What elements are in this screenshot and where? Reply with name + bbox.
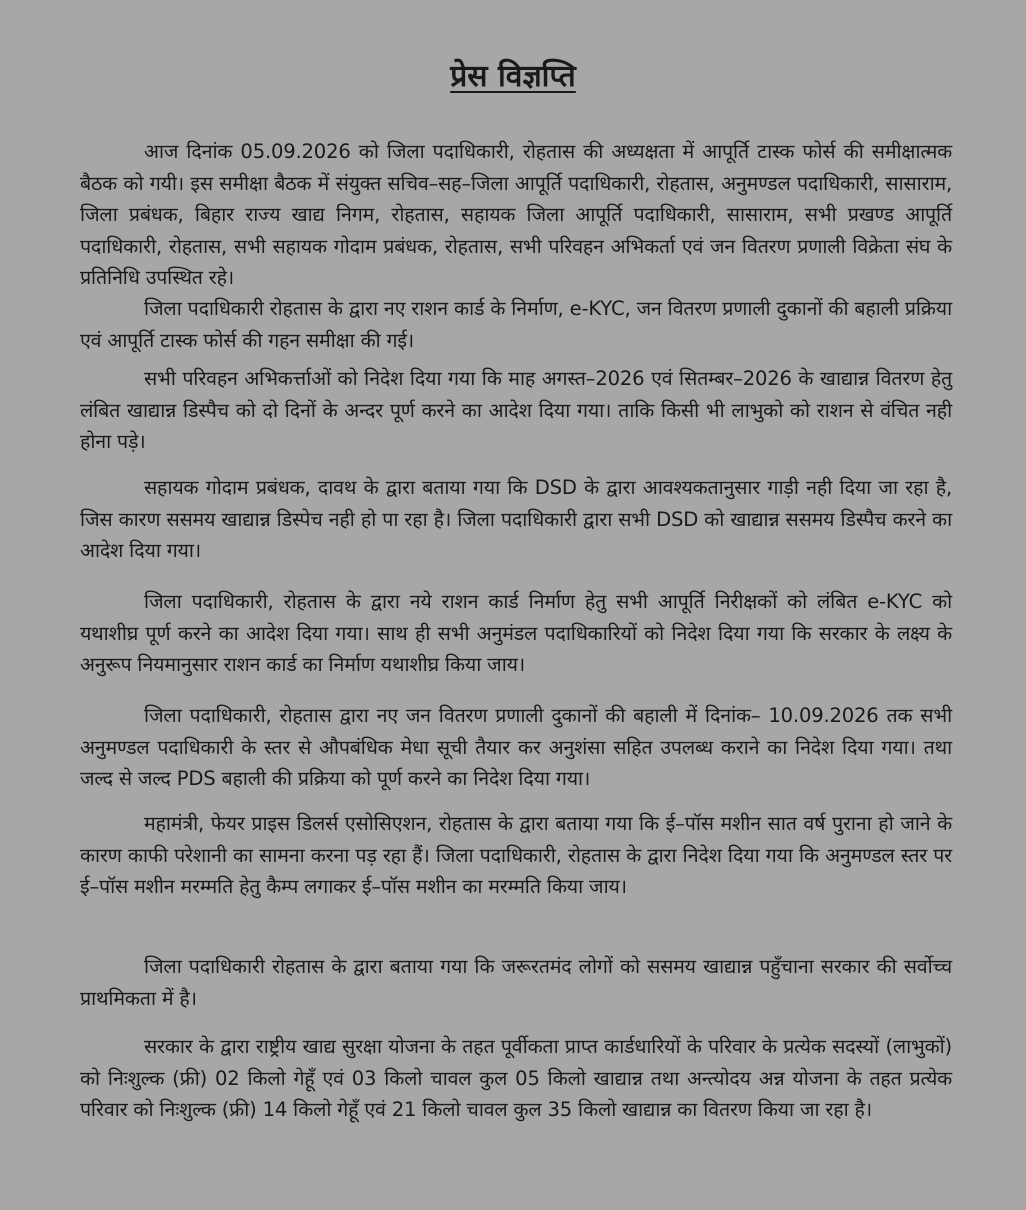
paragraph-dsd-dispatch: सहायक गोदाम प्रबंधक, दावथ के द्वारा बताया गया कि DSD के द्वारा आवश्यकतानुसार गाड़ी नही दिया जा रहा है, जिस कारण ससमय खाद्यान्न डिस्पेच नही हो पा रहा है। जिला पदाधिकारी द्वारा सभी DSD को खाद्यान्न ससमय डिस्पैच करने का आदेश दिया गया। [80, 476, 952, 562]
paragraph-pds-appointment: जिला पदाधिकारी, रोहतास द्वारा नए जन वितरण प्रणाली दुकानों की बहाली में दिनांक– 10.09.2026 तक सभी अनुमण्डल पदाधिकारी के स्तर से औपबंधिक मेधा सूची तैयार कर अनुशंसा सहित उपलब्ध कराने का निदेश दिया गया। तथा जल्द से जल्द PDS बहाली की प्रक्रिया को पूर्ण करने का निदेश दिया गया। [80, 704, 952, 790]
document-title [0, 58, 1026, 96]
paragraph-review-topics: जिला पदाधिकारी रोहतास के द्वारा नए राशन कार्ड के निर्माण, e-KYC, जन वितरण प्रणाली दुकानों की बहाली प्रक्रिया एवं आपूर्ति टास्क फोर्स की गहन समीक्षा की गई। [80, 297, 952, 352]
paragraph-priority: जिला पदाधिकारी रोहतास के द्वारा बताया गया कि जरूरतमंद लोगों को ससमय खाद्यान्न पहुँचाना सरकार की सर्वोच्च प्राथमिकता में है। [80, 955, 952, 1010]
paragraph-meeting-intro: आज दिनांक 05.09.2026 को जिला पदाधिकारी, रोहतास की अध्यक्षता में आपूर्ति टास्क फोर्स की समीक्षात्मक बैठक को गयी। इस समीक्षा बैठक में संयुक्त सचिव–सह–जिला आपूर्ति पदाधिकारी, रोहतास, अनुमण्डल पदाधिकारी, सासाराम, जिला प्रबंधक, बिहार राज्य खाद्य निगम, रोहतास, सहायक जिला आपूर्ति पदाधिकारी, सासाराम, सभी प्रखण्ड आपूर्ति पदाधिकारी, रोहतास, सभी सहायक गोदाम प्रबंधक, रोहतास, सभी परिवहन अभिकर्ता एवं जन वितरण प्रणाली विक्रेता संघ के प्रतिनिधि उपस्थित रहे। [80, 140, 952, 289]
paragraph-transport-directive: सभी परिवहन अभिकर्त्ताओं को निदेश दिया गया कि माह अगस्त–2026 एवं सितम्बर–2026 के खाद्यान्न वितरण हेतु लंबित खाद्यान्न डिस्पैच को दो दिनों के अन्दर पूर्ण करने का आदेश दिया गया। ताकि किसी भी लाभुको को राशन से वंचित नही होना पड़े। [80, 367, 952, 453]
paragraph-epos-repair: महामंत्री, फेयर प्राइस डिलर्स एसोसिएशन, रोहतास के द्वारा बताया गया कि ई–पॉस मशीन सात वर्ष पुराना हो जाने के कारण काफी परेशानी का सामना करना पड़ रहा हैं। जिला पदाधिकारी, रोहतास के द्वारा निदेश दिया गया कि अनुमण्डल स्तर पर ई–पॉस मशीन मरम्मति हेतु कैम्प लगाकर ई–पॉस मशीन का मरम्मति किया जाय। [80, 812, 952, 898]
document-title-text: प्रेस विज्ञप्ति [450, 59, 576, 94]
paragraph-food-security-scheme: सरकार के द्वारा राष्ट्रीय खाद्य सुरक्षा योजना के तहत पूर्वीकता प्राप्त कार्डधारियों के परिवार के प्रत्येक सदस्यों (लाभुकों) को निःशुल्क (फ्री) 02 किलो गेहूँ एवं 03 किलो चावल कुल 05 किलो खाद्यान्न तथा अन्त्योदय अन्न योजना के तहत प्रत्येक परिवार को निःशुल्क (फ्री) 14 किलो गेहूँ एवं 21 किलो चावल कुल 35 किलो खाद्यान्न का वितरण किया जा रहा है। [80, 1035, 952, 1121]
paragraph-ration-card-ekyc: जिला पदाधिकारी, रोहतास के द्वारा नये राशन कार्ड निर्माण हेतु सभी आपूर्ति निरीक्षकों को लंबित e-KYC को यथाशीघ्र पूर्ण करने का आदेश दिया गया। साथ ही सभी अनुमंडल पदाधिकारियों को निदेश दिया गया कि सरकार के लक्ष्य के अनुरूप नियमानुसार राशन कार्ड का निर्माण यथाशीघ्र किया जाय। [80, 590, 952, 676]
